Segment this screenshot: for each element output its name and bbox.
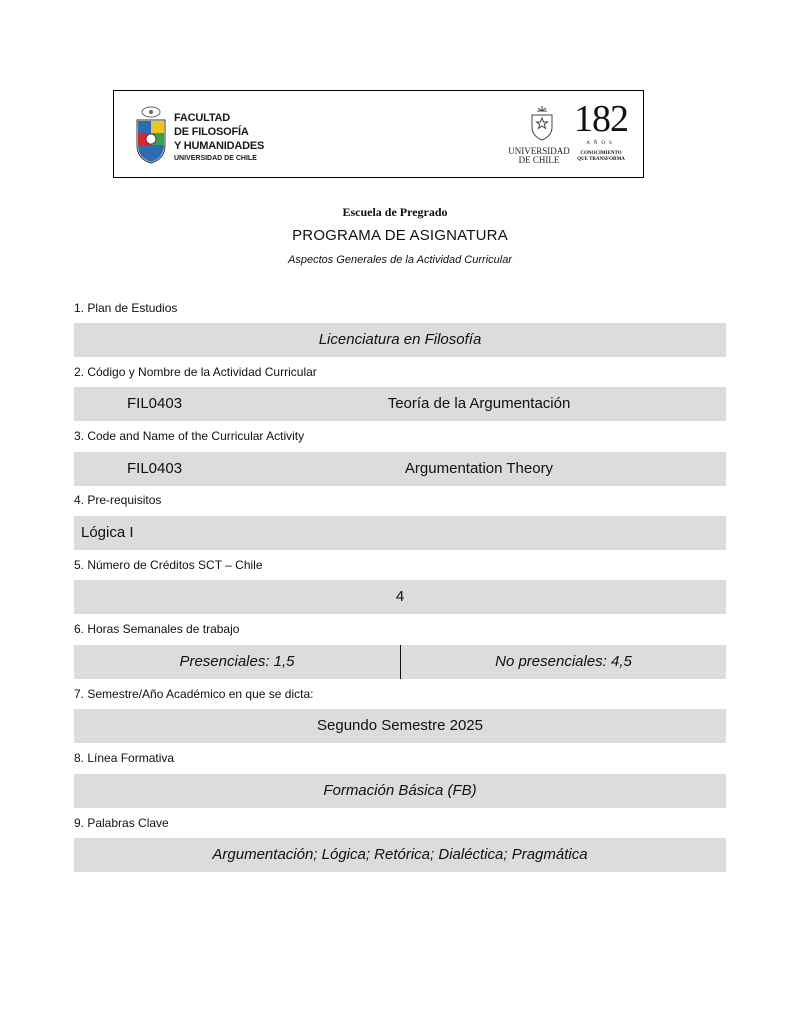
horas-label: 6. Horas Semanales de trabajo: [74, 622, 240, 636]
anniversary-number: 182: [574, 98, 628, 140]
anniversary-tag-line: CONOCIMIENTO: [580, 151, 622, 156]
faculty-line: FACULTAD: [174, 112, 231, 124]
palabras-label: 9. Palabras Clave: [74, 816, 169, 830]
prerequisitos-box: [74, 516, 726, 550]
plan-label: 1. Plan de Estudios: [74, 301, 178, 315]
anniversary-tag-line: QUE TRANSFORMA: [577, 157, 625, 162]
university-shield-icon: [529, 105, 555, 141]
creditos-value: 4: [74, 580, 726, 614]
faculty-line: DE FILOSOFÍA: [174, 126, 249, 138]
faculty-line: Y HUMANIDADES: [174, 140, 265, 152]
university-line: UNIVERSIDAD: [508, 146, 570, 156]
anniversary-tagline: [570, 151, 632, 163]
prerequisitos-value: Lógica I: [81, 524, 134, 541]
faculty-university: UNIVERSIDAD DE CHILE: [174, 155, 257, 162]
codigo-box: [74, 387, 726, 421]
course-name-en: Argumentation Theory: [404, 460, 554, 477]
code-name-label: 3. Code and Name of the Curricular Activity: [74, 429, 305, 443]
university-logo: [504, 98, 634, 169]
university-name: [506, 147, 572, 165]
prerequisitos-label: 4. Pre-requisitos: [74, 493, 162, 507]
page-subtitle: Aspectos Generales de la Actividad Curricular: [288, 254, 512, 266]
code-name-box: [74, 452, 726, 486]
course-code-en: FIL0403: [127, 460, 183, 477]
page-title: PROGRAMA DE ASIGNATURA: [292, 227, 508, 244]
header-logos: [113, 90, 644, 178]
semestre-label: 7. Semestre/Año Académico en que se dicta:: [74, 687, 314, 701]
horas-box: [74, 645, 726, 679]
horas-no-presenciales: No presenciales: 4,5: [495, 653, 632, 670]
plan-value: Licenciatura en Filosofía: [74, 323, 726, 357]
anniversary-anos: AÑOS: [586, 141, 616, 146]
semestre-value: Segundo Semestre 2025: [74, 709, 726, 743]
linea-value: Formación Básica (FB): [74, 774, 726, 808]
linea-label: 8. Línea Formativa: [74, 751, 175, 765]
horas-presenciales: Presenciales: 1,5: [179, 653, 295, 670]
faculty-name: [174, 111, 274, 164]
faculty-seal-icon: [134, 105, 168, 165]
course-code: FIL0403: [127, 395, 183, 412]
palabras-value: Argumentación; Lógica; Retórica; Dialéctica; Pragmática: [74, 838, 726, 872]
course-name: Teoría de la Argumentación: [387, 395, 571, 412]
creditos-label: 5. Número de Créditos SCT – Chile: [74, 558, 263, 572]
faculty-logo: [134, 105, 264, 167]
school-name: Escuela de Pregrado: [342, 205, 448, 219]
anniversary-logo: [570, 98, 634, 169]
university-line: DE CHILE: [518, 155, 560, 165]
codigo-label: 2. Código y Nombre de la Actividad Curricular: [74, 365, 317, 379]
